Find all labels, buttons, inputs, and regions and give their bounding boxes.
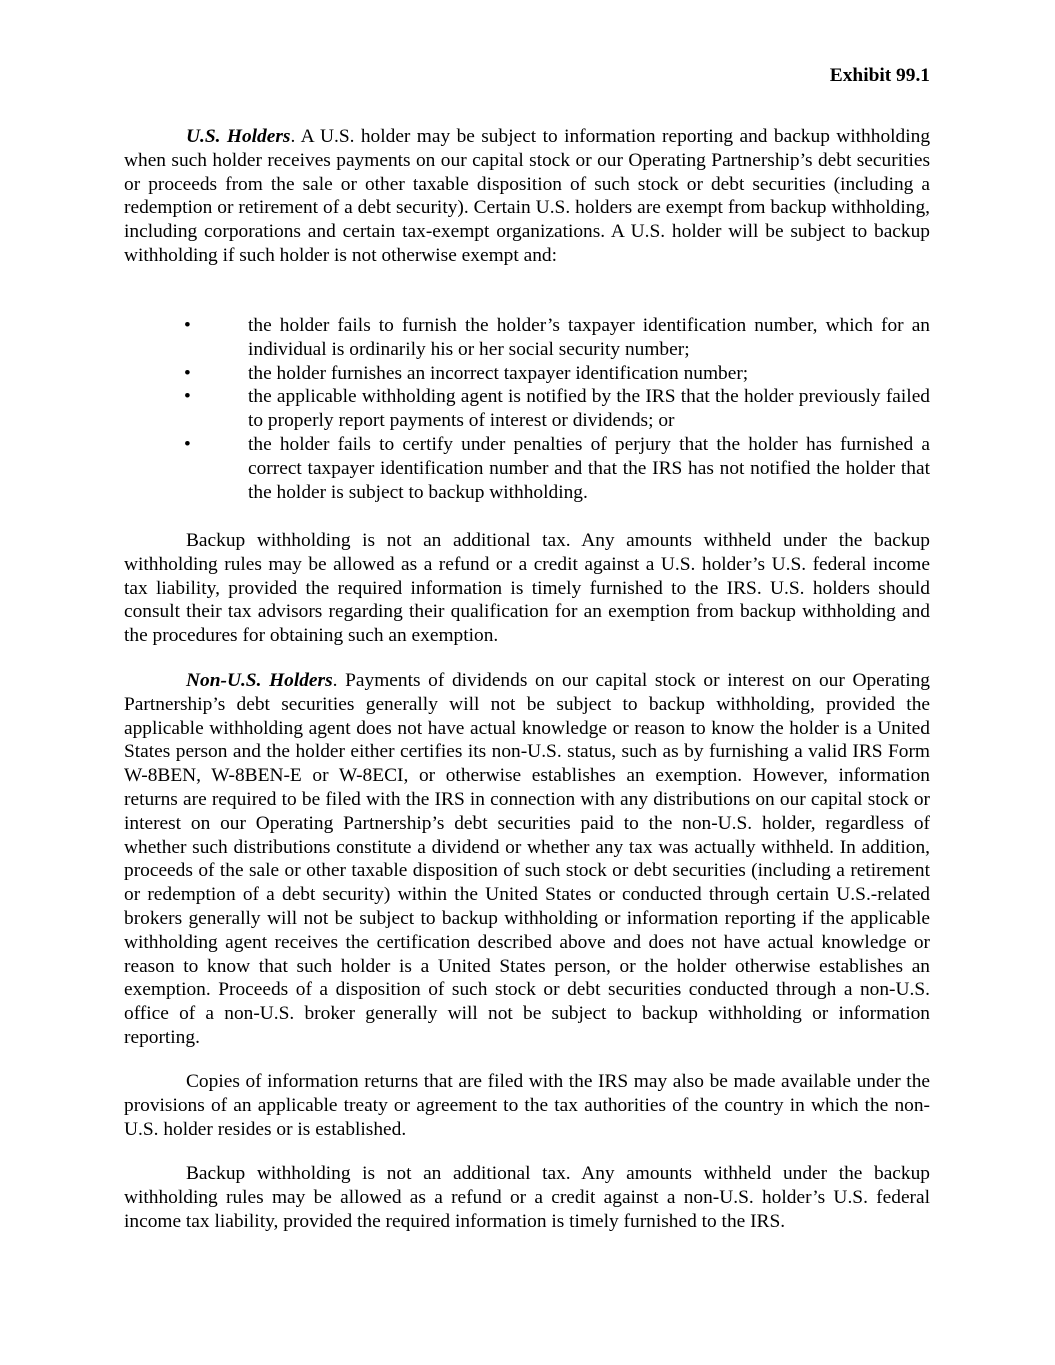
backup-withholding-us-paragraph: Backup withholding is not an additional tax. Any amounts withheld under the backup withholding rules may be allowed as a refund or a credit against a U.S. holder’s U.S. federal income tax liability, provided the required information is timely furnished to the IRS. U.S. holders should consult their tax advisors regarding their qualification for an exemption from backup withholding and the procedures for obtaining such an exemption.	[124, 530, 930, 647]
non-us-holders-heading: Non-U.S. Holders	[186, 670, 333, 691]
exhibit-label: Exhibit 99.1	[829, 65, 930, 86]
backup-withholding-non-us-paragraph: Backup withholding is not an additional tax. Any amounts withheld under the backup withholding rules may be allowed as a refund or a credit against a non-U.S. holder’s U.S. federal income tax liability, provided the required information is timely furnished to the IRS.	[124, 1163, 930, 1232]
list-item-text: the holder fails to furnish the holder’s taxpayer identification number, which for an individual is ordinarily his or her social security number;	[248, 315, 930, 360]
bullet-icon: •	[184, 362, 191, 384]
bullet-icon: •	[184, 386, 191, 408]
bullet-icon: •	[184, 433, 191, 455]
list-item-text: the holder furnishes an incorrect taxpayer identification number;	[248, 362, 749, 384]
list-item	[124, 433, 930, 504]
non-us-holders-text: . Payments of dividends on our capital stock or interest on our Operating Partnership’s debt securities generally will not be subject to backup withholding, provided the applicable withholding agent does not have actual knowledge or reason to know the holder is a United States person and the holder either certifies its non-U.S. status, such as by furnishing a valid IRS Form W-8BEN, W-8BEN-E or W-8ECI, or otherwise establishes an exemption. However, information returns are required to be filed with the IRS in connection with any distributions on our capital stock or interest on our Operating Partnership’s debt securities paid to the non-U.S. holder, regardless of whether such distributions constitute a dividend or whether any tax was actually withheld. In addition, proceeds of the sale or other taxable disposition of such stock or debt securities (including a retirement or redemption of a debt security) within the United States or conducted through certain U.S.-related brokers generally will not be subject to backup withholding or information reporting if the applicable withholding agent receives the certification described above and does not have actual knowledge or reason to know that such holder is a United States person, or the holder otherwise establishes an exemption. Proceeds of a disposition of such stock or debt securities conducted through a non-U.S. office of a non-U.S. broker generally will not be subject to backup withholding or information reporting.	[124, 670, 930, 1048]
withholding-conditions-list	[124, 314, 930, 504]
bullet-icon: •	[184, 315, 191, 336]
list-item	[124, 362, 930, 386]
us-holders-heading: U.S. Holders	[186, 126, 291, 147]
us-holders-paragraph	[124, 125, 930, 268]
information-returns-paragraph: Copies of information returns that are filed with the IRS may also be made available under the provisions of an applicable treaty or agreement to the tax authorities of the country in which the non-U.S. holder resides or is established.	[124, 1071, 930, 1140]
non-us-holders-paragraph	[124, 669, 930, 1050]
us-holders-text: . A U.S. holder may be subject to information reporting and backup withholding when such holder receives payments on our capital stock or our Operating Partnership’s debt securities or proceeds from the sale or other taxable disposition of such stock or debt securities (including a redemption or retirement of a debt security). Certain U.S. holders are exempt from backup withholding, including corporations and certain tax-exempt organizations. A U.S. holder will be subject to backup withholding if such holder is not otherwise exempt and:	[124, 126, 931, 266]
list-item	[124, 385, 930, 433]
list-item-text: the holder fails to certify under penalties of perjury that the holder has furnished a correct taxpayer identification number and that the IRS has not notified the holder that the holder is subject to backup withholding.	[248, 433, 930, 503]
list-item-text: the applicable withholding agent is notified by the IRS that the holder previously failed to properly report payments of interest or dividends; or	[248, 386, 930, 432]
list-item	[124, 314, 930, 362]
